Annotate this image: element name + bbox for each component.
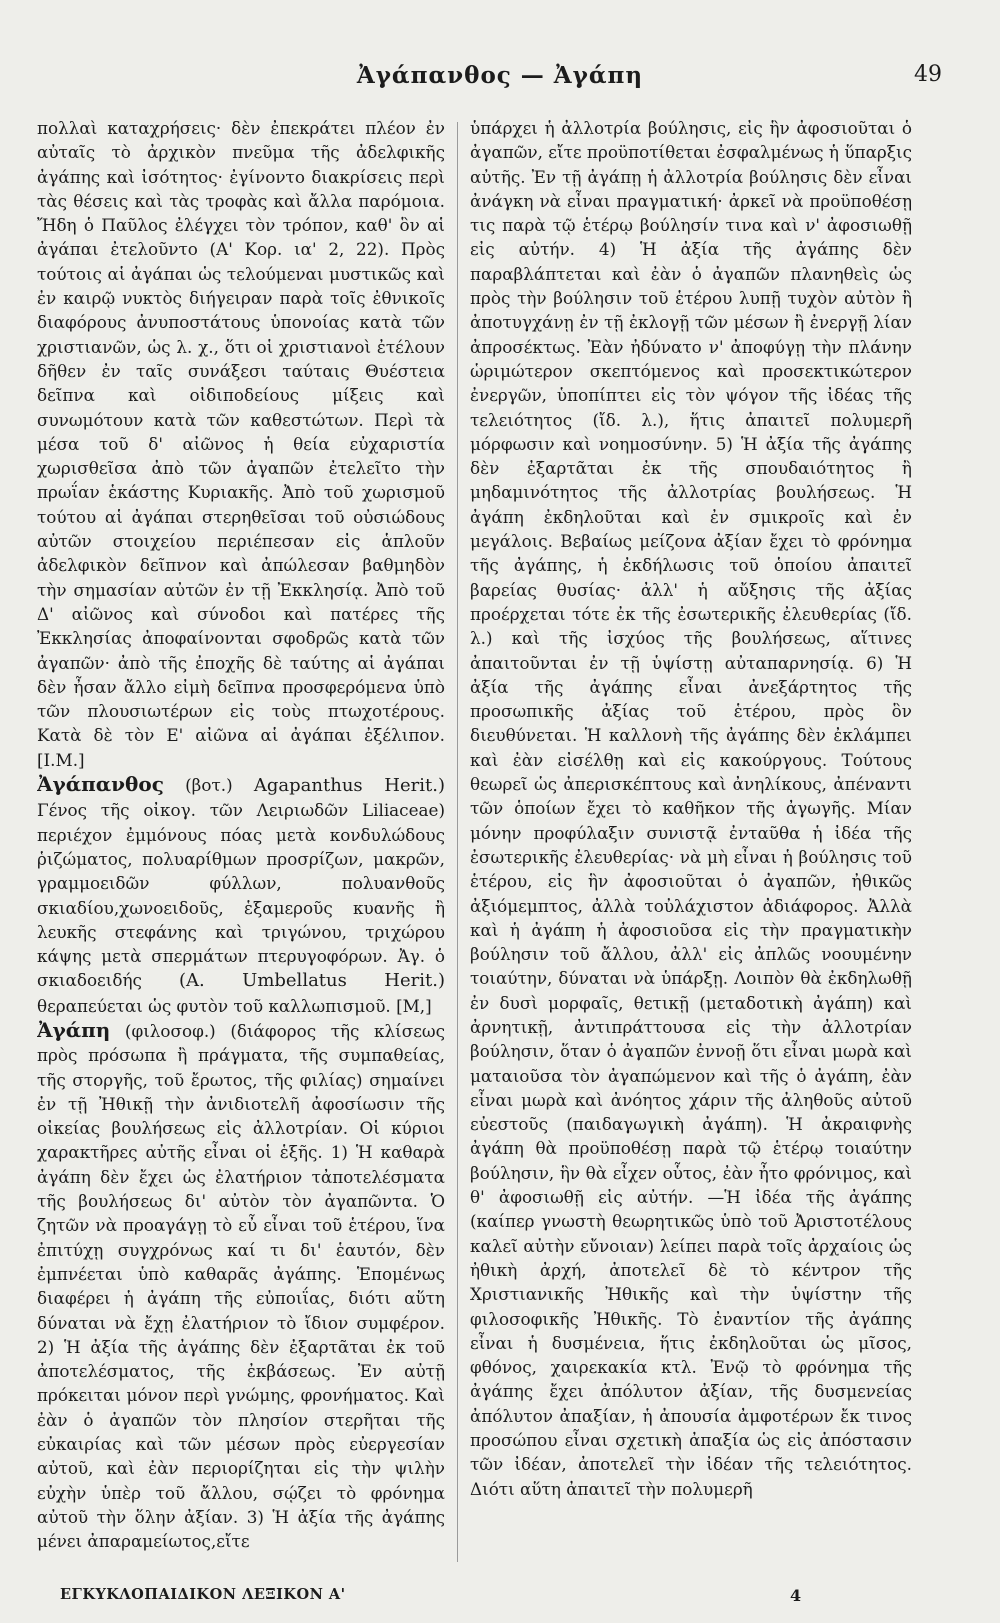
agape-entry <box>37 1018 445 1554</box>
agapanthus-end: θεραπεύεται ὡς φυτὸν τοῦ καλλωπισμοῦ. [Μ,] <box>37 995 432 1016</box>
agapanthus-headword: Ἀγάπανθος <box>37 772 164 797</box>
page-header <box>60 62 940 102</box>
agape-body: (διάφορος τῆς κλίσεως πρὸς πρόσωπα ἢ πράγματα, τῆς συμπαθείας, τῆς στοργῆς, τοῦ ἔρωτος, τῆς φιλίας) σημαίνει ἐν τῇ Ἠθικῇ τὴν ἀνιδιοτελῆ ἀφοσίωσιν τῆς οἰκείας βουλήσεως εἰς ἀλλοτρίαν. Οἱ κύριοι χαρακτῆρες αὐτῆς εἶναι οἱ ἑξῆς. 1) Ἡ καθαρὰ ἀγάπη δὲν ἔχει ὡς ἐλατήριον τἀποτελέσματα τῆς βουλήσεως δι' αὐτὸν τὸν ἀγαπῶντα. Ὁ ζητῶν νὰ προαγάγῃ τὸ εὖ εἶναι τοῦ ἑτέρου, ἵνα ἐπιτύχῃ συγχρόνως καί τι δι' ἑαυτόν, δὲν ἐμπνέεται ὑπὸ καθαρᾶς ἀγάπης. Ἑπομένως διαφέρει ἡ ἀγάπη τῆς εὐποιΐας, διότι αὕτη δύναται νὰ ἔχῃ ἐλατήριον τὸ ἴδιον συμφέρον. 2) Ἡ ἀξία τῆς ἀγάπης δὲν ἐξαρτᾶται ἐκ τοῦ ἀποτελέσματος, τῆς ἐκβάσεως. Ἐν αὐτῇ πρόκειται μόνον περὶ γνώμης, φρονήματος. Καὶ ἐὰν ὁ ἀγαπῶν τὸν πλησίον στερῆται τῆς εὐκαιρίας καὶ τῶν μέσων πρὸς εὐεργεσίαν αὐτοῦ, καὶ ἐὰν περιορίζηται εἰς τὴν ψιλὴν εὐχὴν ὑπὲρ τοῦ ἄλλου, σῴζει τὸ φρόνημα αὐτοῦ τὴν ὅλην ἀξίαν. 3) Ἡ ἀξία τῆς ἀγάπης μένει ἀπαραμείωτος,εἴτε <box>37 1020 445 1552</box>
right-column <box>470 116 912 1576</box>
agapanthus-latin-species: (A. Umbellatus Herit.) <box>178 970 445 992</box>
agapanthus-entry <box>37 772 445 1018</box>
agape-headword: Ἀγάπη <box>37 1017 111 1042</box>
agape-label: (φιλοσοφ.) <box>124 1020 216 1041</box>
left-column <box>37 116 445 1576</box>
agapanthus-body: Γένος τῆς οἰκογ. τῶν Λειριωδῶν Liliaceae) περιέχον ἐμμόνους πόας μετὰ κονδυλώδους ῥιζώματος, πολυαρίθμων προσρίζων, μακρῶν, γραμμοειδῶν φύλλων, πολυανθοῦς σκιαδίου,χωνοειδοῦς, ἑξαμεροῦς κυανῆς ἢ λευκῆς στεφάνης καὶ τριγώνου, τριχώρου κάψης μετὰ σπερμάτων πτερυγοφόρων. Ἀγ. ὁ σκιαδοειδής <box>37 800 445 991</box>
agapanthus-label: (βοτ.) <box>185 775 233 796</box>
column-divider <box>457 122 458 1562</box>
running-head: Ἀγάπανθος — Ἀγάπη <box>356 62 644 89</box>
sheet-mark: 4 <box>790 1586 802 1605</box>
printer-signature: ΕΓΚΥΚΛΟΠΑΙΔΙΚΟΝ ΛΕΞΙΚΟΝ Α' <box>60 1586 346 1603</box>
agapanthus-latin: Agapanthus Herit.) <box>253 775 445 797</box>
agape-history-paragraph: πολλαὶ καταχρήσεις· δὲν ἐπεκράτει πλέον ἐν αὐταῖς τὸ ἀρχικὸν πνεῦμα τῆς ἀδελφικῆς ἀγάπης καὶ ἰσότητος· ἐγίνοντο διακρίσεις περὶ τὰς θέσεις καὶ τὰς τροφὰς καὶ ἄλλα παρόμοια. Ἤδη ὁ Παῦλος ἐλέγχει τὸν τρόπον, καθ' ὃν αἱ ἀγάπαι ἐτελοῦντο (Α' Κορ. ια' 2, 22). Πρὸς τούτοις αἱ ἀγάπαι ὡς τελούμεναι μυστικῶς καὶ ἐν καιρῷ νυκτὸς διήγειραν παρὰ τοῖς ἐθνικοῖς διαφόρους ἀνυποστάτους ὑπονοίας κατὰ τῶν χριστιανῶν, ὡς λ. χ., ὅτι οἱ χριστιανοὶ ἐτέλουν δῆθεν ἐν ταῖς συνάξεσι ταύταις Θυέστεια δεῖπνα καὶ οἰδιποδείους μίξεις καὶ συνωμότουν κατὰ τῶν καθεστώτων. Περὶ τὰ μέσα τοῦ δ' αἰῶνος ἡ θεία εὐχαριστία χωρισθεῖσα ἀπὸ τῶν ἀγαπῶν ἐτελεῖτο τὴν πρωΐαν ἑκάστης Κυριακῆς. Ἀπὸ τοῦ χωρισμοῦ τούτου αἱ ἀγάπαι στερηθεῖσαι τοῦ οὐσιώδους αὐτῶν στοιχείου περιέπεσαν εἰς ἁπλοῦν ἀδελφικὸν δεῖπνον καὶ ἀπώλεσαν βαθμηδὸν τὴν σημασίαν αὐτῶν ἐν τῇ Ἐκκλησίᾳ. Ἀπὸ τοῦ Δ' αἰῶνος καὶ σύνοδοι καὶ πατέρες τῆς Ἐκκλησίας ἀποφαίνονται σφοδρῶς κατὰ τῶν ἀγαπῶν· ἀπὸ τῆς ἐποχῆς δὲ ταύτης αἱ ἀγάπαι δὲν ἦσαν ἄλλο εἰμὴ δεῖπνα προσφερόμενα ὑπὸ τῶν πλουσιωτέρων εἰς τοὺς πτωχοτέρους. Κατὰ δὲ τὸν Ε' αἰῶνα αἱ ἀγάπαι ἐξέλιπον. [Ι.Μ.] <box>37 118 445 770</box>
page-number: 49 <box>914 62 942 87</box>
agape-continued-paragraph: ὑπάρχει ἡ ἀλλοτρία βούλησις, εἰς ἣν ἀφοσιοῦται ὁ ἀγαπῶν, εἴτε προϋποτίθεται ἐσφαλμένως ἡ ὕπαρξις αὐτῆς. Ἐν τῇ ἀγάπῃ ἡ ἀλλοτρία βούλησις δὲν εἶναι ἀνάγκη νὰ εἶναι πραγματική· ἀρκεῖ νὰ προϋποθέσῃ τις παρὰ τῷ ἑτέρῳ βούλησίν τινα καὶ ν' ἀφοσιωθῇ εἰς αὐτήν. 4) Ἡ ἀξία τῆς ἀγάπης δὲν παραβλάπτεται καὶ ἐὰν ὁ ἀγαπῶν πλανηθεὶς ὡς πρὸς τὴν βούλησιν τοῦ ἑτέρου λυπῇ τυχὸν αὐτὸν ἢ ἀποτυγχάνῃ ἐν τῇ ἐκλογῇ τῶν μέσων ἢ ἐνεργῇ λίαν ἀπροσέκτως. Ἐὰν ἠδύνατο ν' ἀποφύγῃ τὴν πλάνην ὡριμώτερον σκεπτόμενος καὶ προσεκτικώτερον ἐνεργῶν, ὑποπίπτει εἰς τὸν ψόγον τῆς ἰδέας τῆς τελειότητος (ἴδ. λ.), ἥτις ἀπαιτεῖ πολυμερῆ μόρφωσιν καὶ νοημοσύνην. 5) Ἡ ἀξία τῆς ἀγάπης δὲν ἐξαρτᾶται ἐκ τῆς σπουδαιότητος ἢ μηδαμινότητος τῆς ἀλλοτρίας βουλήσεως. Ἡ ἀγάπη ἐκδηλοῦται καὶ ἐν σμικροῖς καὶ ἐν μεγάλοις. Βεβαίως μείζονα ἀξίαν ἔχει τὸ φρόνημα τῆς ἀγάπης, ἡ ἐκδήλωσις τοῦ ὁποίου ἀπαιτεῖ βαρείας θυσίας· ἀλλ' ἡ αὔξησις τῆς ἀξίας προέρχεται τότε ἐκ τῆς ἐσωτερικῆς ἐλευθερίας (ἴδ. λ.) καὶ τῆς ἰσχύος τῆς βουλήσεως, αἵτινες ἀπαιτοῦνται ἐν τῇ ὑψίστῃ αὐταπαρνησίᾳ. 6) Ἡ ἀξία τῆς ἀγάπης εἶναι ἀνεξάρτητος τῆς προσωπικῆς ἀξίας τοῦ ἑτέρου, πρὸς ὃν διευθύνεται. Ἡ καλλονὴ τῆς ἀγάπης δὲν ἐκλάμπει καὶ ἐὰν εἰσέλθῃ καὶ εἰς κακούργους. Τούτους θεωρεῖ ὡς ἀπερισκέπτους καὶ ἀνηλίκους, ἀπέναντι τῶν ὁποίων ἔχει τὸ καθῆκον τῆς ἀγωγῆς. Μίαν μόνην προφύλαξιν συνιστᾷ ἐνταῦθα ἡ ἰδέα τῆς ἐσωτερικῆς ἐλευθερίας· νὰ μὴ εἶναι ἡ βούλησις τοῦ ἑτέρου, εἰς ἣν ἀφοσιοῦται ὁ ἀγαπῶν, ἠθικῶς ἀξιόμεμπτος, ἀλλὰ τοὐλάχιστον ἀδιάφορος. Ἀλλὰ καὶ ἡ ἀγάπη ἡ ἀφοσιοῦσα εἰς τὴν πραγματικὴν βούλησιν τοῦ ἄλλου, ἀλλ' εἰς ἀπλῶς νοουμένην τοιαύτην, δύναται νὰ ὑπάρξῃ. Λοιπὸν θὰ ἐκδηλωθῇ ἐν δυσὶ μορφαῖς, θετικῇ (μεταδοτικὴ ἀγάπη) καὶ ἀρνητικῇ, ἀντιπράττουσα εἰς τὴν ἀλλοτρίαν βούλησιν, ὅταν ὁ ἀγαπῶν ἐννοῇ ὅτι εἶναι μωρὰ καὶ ματαιοῦσα τὸν ἀγαπώμενον καὶ τῆς ὁ ἀγάπη, ἐὰν εἶναι μωρὰ καὶ ἀνόητος χάριν τῆς ἀληθοῦς αὐτοῦ εὐεστοῦς (παιδαγωγικὴ ἀγάπη). Ἡ ἀκραιφνὴς ἀγάπη θὰ προϋποθέσῃ παρὰ τῷ ἑτέρῳ τοιαύτην βούλησιν, ἣν θὰ εἶχεν οὗτος, ἐὰν ἦτο φρόνιμος, καὶ θ' ἀφοσιωθῇ εἰς αὐτήν. —Ἡ ἰδέα τῆς ἀγάπης (καίπερ γνωστὴ θεωρητικῶς ὑπὸ τοῦ Ἀριστοτέλους καλεῖ αὐτὴν εὔνοιαν) λείπει παρὰ τοῖς ἀρχαίοις ὡς ἠθικὴ ἀρχή, ἀποτελεῖ δὲ τὸ κέντρον τῆς Χριστιανικῆς Ἠθικῆς καὶ τὴν ὑψίστην τῆς φιλοσοφικῆς Ἠθικῆς. Τὸ ἐναντίον τῆς ἀγάπης εἶναι ἡ δυσμένεια, ἥτις ἐκδηλοῦται ὡς μῖσος, φθόνος, χαιρεκακία κτλ. Ἐνῷ τὸ φρόνημα τῆς ἀγάπης ἔχει ἀπόλυτον ἀξίαν, τῆς δυσμενείας ἀπόλυτον ἀπαξίαν, ἡ ἀπουσία ἀμφοτέρων ἔκ τινος προσώπου εἶναι σχετικὴ ἀπαξία ὡς εἰς ἀπόστασιν τῶν ἰδέαν, ἀποτελεῖ τὴν ἰδέαν τῆς τελειότητος. Διότι αὕτη ἀπαιτεῖ τὴν πολυμερῆ <box>470 118 912 1499</box>
